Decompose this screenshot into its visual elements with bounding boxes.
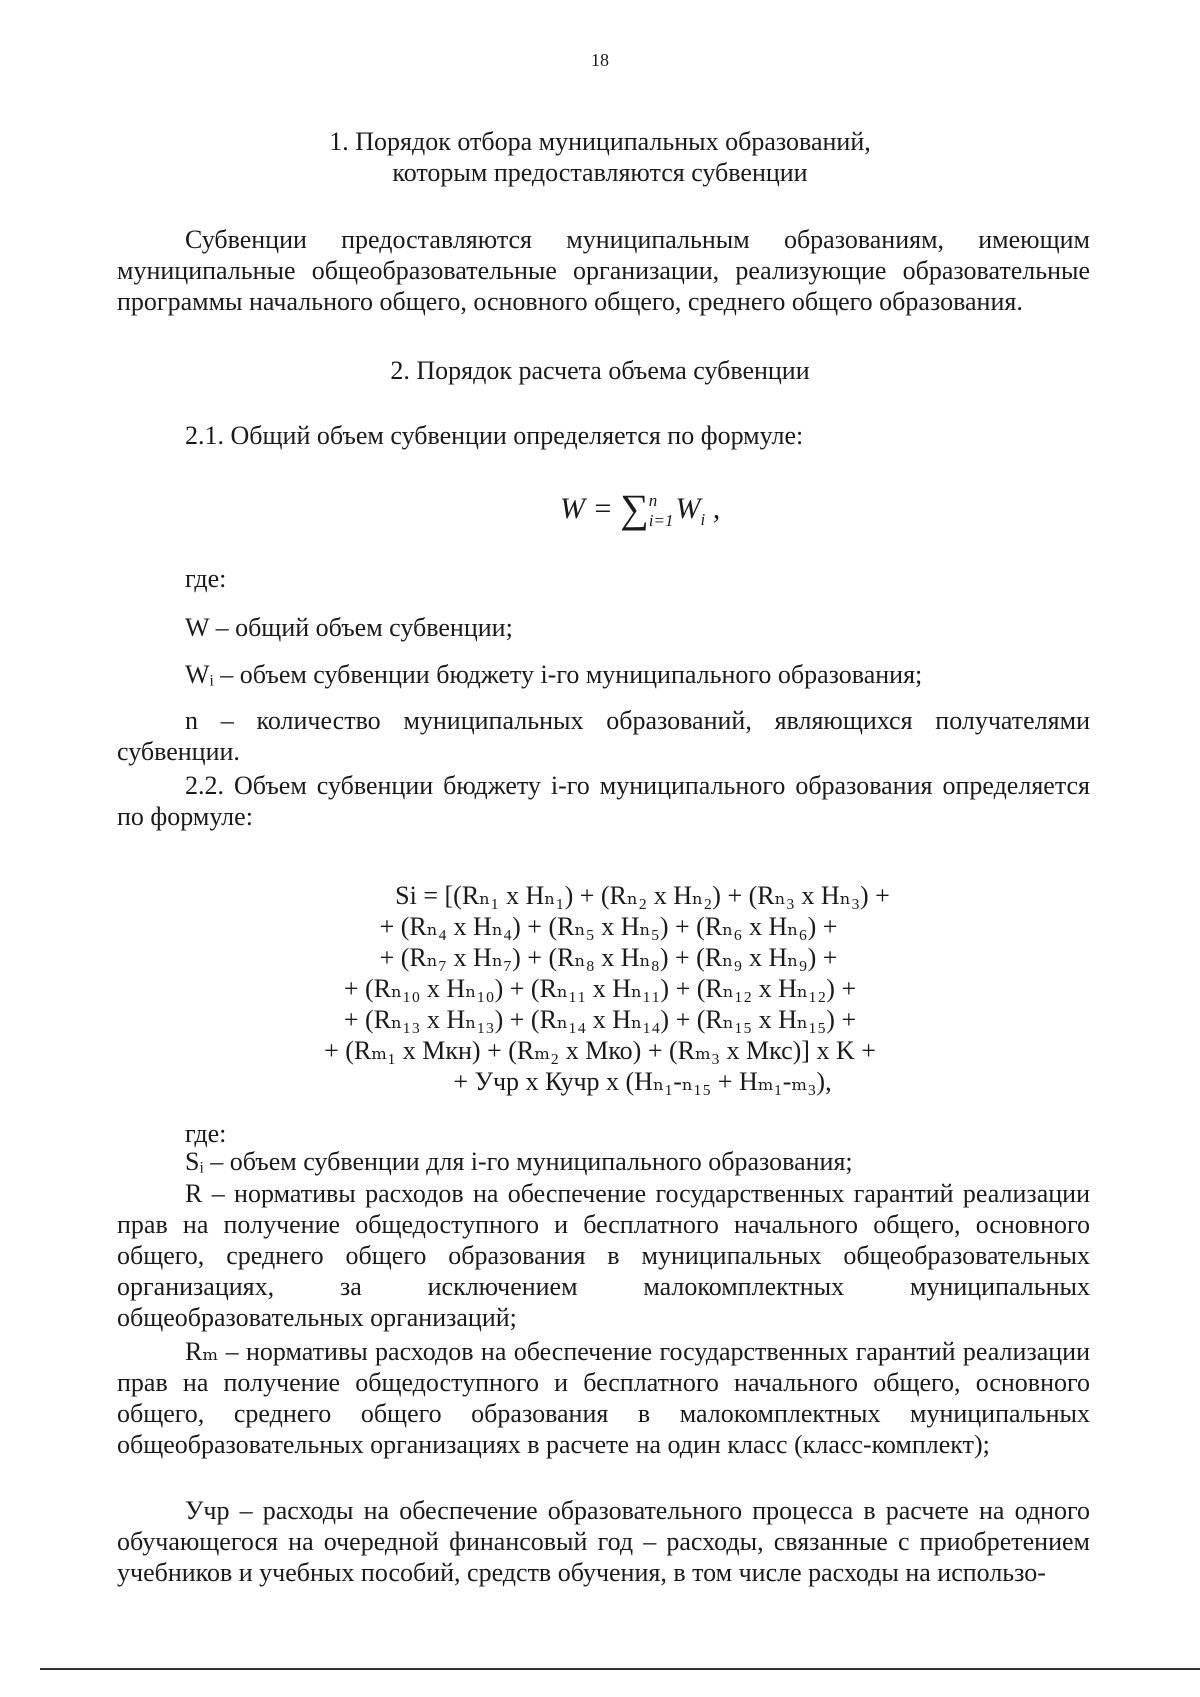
definition-r: R – нормативы расходов на обеспечение государственных гарантий реализации прав на получение общедоступного и бесплатного начального общего, основного общего, среднего общего образования в муниципальных общеобразовательных организациях, за исключением малокомплектных муниципальных общеобразовательных организаций; <box>117 1179 1090 1332</box>
total-subvention-formula <box>560 485 720 532</box>
paragraph-2-1: 2.1. Общий объем субвенции определяется по формуле: <box>185 421 804 450</box>
formula-line: + (Rₙ₁₃ x Hₙ₁₃) + (Rₙ₁₄ x Hₙ₁₄) + (Rₙ₁₅ x Hₙ₁₅) + <box>343 1005 857 1034</box>
formula-line: + Учр x Кучр x (Hₙ₁-ₙ₁₅ + Hₘ₁-ₘ₃), <box>453 1067 832 1096</box>
sum-limits <box>649 491 674 531</box>
section-2-title: 2. Порядок расчета объема субвенции <box>390 356 810 385</box>
formula-line: + (Rₘ₁ x Mкн) + (Rₘ₂ x Mко) + (Rₘ₃ x Mкс)] x K + <box>324 1036 876 1065</box>
section-1-title-line-1: 1. Порядок отбора муниципальных образований, <box>329 127 871 156</box>
municipal-subvention-formula <box>0 880 1200 1097</box>
sum-lower-limit: i=1 <box>648 511 674 531</box>
sum-upper-limit: n <box>648 491 658 511</box>
definition-ucr: Учр – расходы на обеспечение образовательного процесса в расчете на одного обучающегося на очередной финансовый год – расходы, связанные с приобретением учебников и учебных пособий, средств обучения, в том числе расходы на использо- <box>117 1496 1090 1587</box>
bottom-divider <box>40 1668 1200 1670</box>
sum-term: W <box>675 492 701 525</box>
definition-rm: Rₘ – нормативы расходов на обеспечение государственных гарантий реализации прав на получение общедоступного и бесплатного начального общего, основного общего, среднего общего образования в малокомплектных муниципальных общеобразовательных организациях в расчете на один класс (класс-комплект); <box>117 1337 1090 1459</box>
paragraph-2-2: 2.2. Объем субвенции бюджету i-го муниципального образования определяется по формуле: <box>117 771 1090 831</box>
where-label-2: где: <box>185 1119 227 1148</box>
definition-wi: Wᵢ – объем субвенции бюджету i-го муниципального образования; <box>185 660 923 689</box>
definition-n: n – количество муниципальных образований, являющихся получателями субвенции. <box>117 706 1090 766</box>
formula-line: Si = [(Rₙ₁ x Hₙ₁) + (Rₙ₂ x Hₙ₂) + (Rₙ₃ x Hₙ₃) + <box>395 881 890 910</box>
where-label-1: где: <box>185 564 227 593</box>
formula-line: + (Rₙ₁₀ x Hₙ₁₀) + (Rₙ₁₁ x Hₙ₁₁) + (Rₙ₁₂ x Hₙ₁₂) + <box>343 974 857 1003</box>
formula-line: + (Rₙ₄ x Hₙ₄) + (Rₙ₅ x Hₙ₅) + (Rₙ₆ x Hₙ₆) + <box>379 912 838 941</box>
page-number: 18 <box>591 50 609 70</box>
definition-si: Sᵢ – объем субвенции для i-го муниципального образования; <box>185 1147 853 1176</box>
formula-line: + (Rₙ₇ x Hₙ₇) + (Rₙ₈ x Hₙ₈) + (Rₙ₉ x Hₙ₉) + <box>379 943 838 972</box>
formula-lhs: W = <box>560 492 621 525</box>
sum-term-subscript: i <box>700 510 706 529</box>
formula-tail: , <box>705 492 721 525</box>
definition-w: W – общий объем субвенции; <box>185 613 513 642</box>
sum-symbol: ∑ <box>620 486 649 531</box>
section-1-text: Субвенции предоставляются муниципальным образованиям, имеющим муниципальные общеобразовательные организации, реализующие образовательные программы начального общего, основного общего, среднего общего образования. <box>117 225 1090 316</box>
section-1-title <box>0 126 1200 188</box>
section-1-title-line-2: которым предоставляются субвенции <box>392 158 808 187</box>
